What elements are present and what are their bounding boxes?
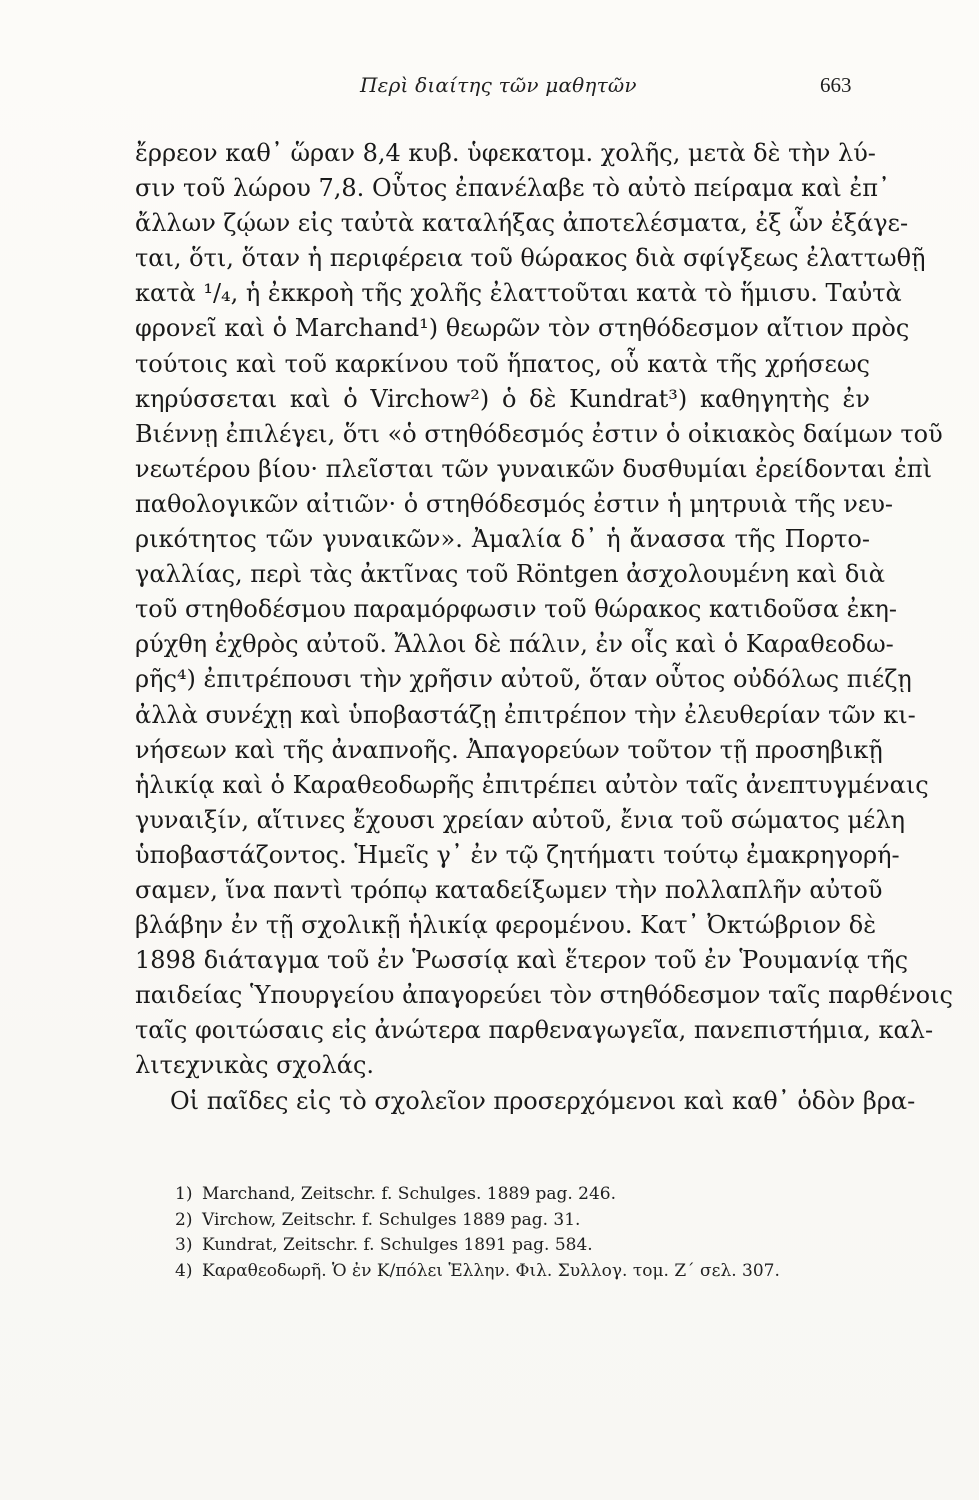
footnote bbox=[175, 1259, 835, 1285]
text-line: σιν τοῦ λώρου 7,8. Οὗτος ἐπανέλαβε τὸ αὐτὸ πείραμα καὶ ἐπ᾽ bbox=[135, 174, 891, 203]
footnote-text: Virchow, Zeitschr. f. Schulges 1889 pag. 31. bbox=[202, 1209, 581, 1230]
text-line: κατὰ ¹/₄, ἡ ἐκκροὴ τῆς χολῆς ἐλαττοῦται κατὰ τὸ ἥμισυ. Ταὐτὰ bbox=[135, 279, 902, 308]
page-number: 663 bbox=[820, 73, 852, 97]
footnote-number: 4) bbox=[175, 1260, 193, 1281]
text-line: γυναιξίν, αἵτινες ἔχουσι χρείαν αὐτοῦ, ἔνια τοῦ σώματος μέλη bbox=[135, 805, 906, 834]
text-line: γαλλίας, περὶ τὰς ἀκτῖνας τοῦ Röntgen ἀσχολουμένη καὶ διὰ bbox=[135, 560, 885, 589]
footnote-number: 2) bbox=[175, 1209, 193, 1230]
paragraph-start-line: Οἱ παῖδες εἰς τὸ σχολεῖον προσερχόμενοι καὶ καθ᾽ ὁδὸν βρα- bbox=[170, 1086, 916, 1115]
text-line: ρῆς⁴) ἐπιτρέπουσι τὴν χρῆσιν αὐτοῦ, ὅταν οὗτος οὐδόλως πιέζῃ bbox=[135, 665, 912, 694]
text-line: ταῖς φοιτώσαις εἰς ἀνώτερα παρθεναγωγεῖα, πανεπιστήμια, καλ- bbox=[135, 1016, 934, 1045]
main-body-text bbox=[135, 136, 953, 1119]
footnotes bbox=[175, 1182, 835, 1284]
footnote-text: Καραθεοδωρῆ. Ὁ ἐν Κ/πόλει Ἑλλην. Φιλ. Συλλογ. τομ. Ζ΄ σελ. 307. bbox=[202, 1260, 780, 1281]
text-line: ἔρρεον καθ᾽ ὥραν 8,4 κυβ. ὑφεκατομ. χολῆς, μετὰ δὲ τὴν λύ- bbox=[135, 139, 876, 167]
text-line: ρύχθη ἐχθρὸς αὐτοῦ. Ἄλλοι δὲ πάλιν, ἐν οἷς καὶ ὁ Καραθεοδω- bbox=[135, 630, 894, 659]
page-header-title: Περὶ διαίτης τῶν μαθητῶν bbox=[360, 73, 637, 97]
footnote-number: 3) bbox=[175, 1235, 193, 1255]
text-line: ἄλλων ζῴων εἰς ταὐτὰ καταλήξας ἀποτελέσματα, ἐξ ὧν ἐξάγε- bbox=[135, 209, 909, 238]
footnote-text: Kundrat, Zeitschr. f. Schulges 1891 pag. 584. bbox=[202, 1235, 593, 1255]
text-line: βλάβην ἐν τῇ σχολικῇ ἡλικίᾳ φερομένου. Κατ᾽ Ὀκτώβριον δὲ bbox=[135, 911, 877, 940]
text-line: φρονεῖ καὶ ὁ Marchand¹) θεωρῶν τὸν στηθόδεσμον αἴτιον πρὸς bbox=[135, 314, 910, 343]
text-line: ὑποβαστάζοντος. Ἡμεῖς γ᾽ ἐν τῷ ζητήματι τούτῳ ἐμακρηγορή- bbox=[135, 840, 900, 869]
text-line: 1898 διάταγμα τοῦ ἐν Ῥωσσίᾳ καὶ ἕτερον τοῦ ἐν Ῥουμανίᾳ τῆς bbox=[135, 946, 909, 975]
text-line: τοῦ στηθοδέσμου παραμόρφωσιν τοῦ θώρακος κατιδοῦσα ἐκη- bbox=[135, 595, 898, 624]
text-line: ρικότητος τῶν γυναικῶν». Ἀμαλία δ᾽ ἡ ἄνασσα τῆς Πορτο- bbox=[135, 525, 870, 554]
text-line: σαμεν, ἵνα παντὶ τρόπῳ καταδείξωμεν τὴν πολλαπλῆν αὐτοῦ bbox=[135, 875, 883, 904]
text-line: ἡλικίᾳ καὶ ὁ Καραθεοδωρῆς ἐπιτρέπει αὐτὸν ταῖς ἀνεπτυγμέναις bbox=[135, 770, 929, 799]
text-line: νήσεων καὶ τῆς ἀναπνοῆς. Ἀπαγορεύων τοῦτον τῇ προσηβικῇ bbox=[135, 735, 883, 764]
text-line: παιδείας Ὑπουργείου ἀπαγορεύει τὸν στηθόδεσμον ταῖς παρθένοις bbox=[135, 981, 953, 1010]
footnote-text: Marchand, Zeitschr. f. Schulges. 1889 pag. 246. bbox=[202, 1184, 617, 1204]
text-line: ται, ὅτι, ὅταν ἡ περιφέρεια τοῦ θώρακος διὰ σφίγξεως ἐλαττωθῇ bbox=[135, 244, 926, 273]
footnote bbox=[175, 1208, 835, 1234]
paragraph-end-line: λιτεχνικὰς σχολάς. bbox=[135, 1051, 375, 1080]
footnote bbox=[175, 1233, 835, 1259]
text-line: παθολογικῶν αἰτιῶν· ὁ στηθόδεσμός ἐστιν ἡ μητρυιὰ τῆς νευ- bbox=[135, 489, 894, 518]
running-head bbox=[0, 73, 979, 105]
text-line: ἀλλὰ συνέχῃ καὶ ὑποβαστάζῃ ἐπιτρέπον τὴν ἐλευθερίαν τῶν κι- bbox=[135, 700, 916, 729]
footnote-number: 1) bbox=[175, 1184, 193, 1204]
text-line: Βιέννῃ ἐπιλέγει, ὅτι «ὁ στηθόδεσμός ἐστιν ὁ οἰκιακὸς δαίμων τοῦ bbox=[135, 419, 943, 448]
text-line: κηρύσσεται καὶ ὁ Virchow²) ὁ δὲ Kundrat³) καθηγητὴς ἐν bbox=[135, 384, 870, 413]
footnote bbox=[175, 1182, 835, 1208]
text-line: νεωτέρου βίου· πλεῖσται τῶν γυναικῶν δυσθυμίαι ἐρείδονται ἐπὶ bbox=[135, 454, 933, 483]
text-line: τούτοις καὶ τοῦ καρκίνου τοῦ ἥπατος, οὗ κατὰ τῆς χρήσεως bbox=[135, 349, 870, 378]
